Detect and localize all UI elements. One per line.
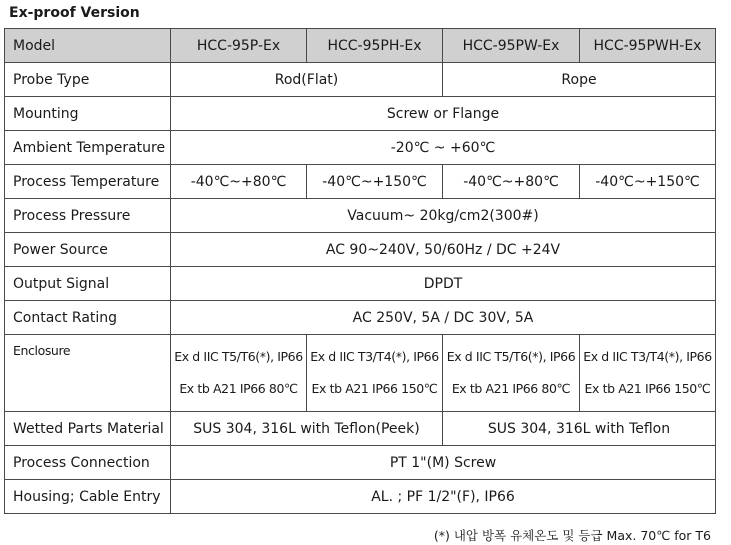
footnote: (*) 내압 방폭 유체온도 및 등급 Max. 70℃ for T6 <box>433 528 711 543</box>
row-label: Housing; Cable Entry <box>5 480 171 514</box>
table-row-connection <box>5 446 716 480</box>
model-cell: HCC-95P-Ex <box>171 29 307 63</box>
table-row-probe-type <box>5 63 716 97</box>
row-label: Ambient Temperature <box>5 131 171 165</box>
table-row-contact <box>5 301 716 335</box>
row-label: Power Source <box>5 233 171 267</box>
page-title: Ex-proof Version <box>9 5 140 21</box>
value-cell: DPDT <box>171 267 716 301</box>
value-cell: Screw or Flange <box>171 97 716 131</box>
value-cell: -40℃~+80℃ <box>443 165 580 199</box>
model-cell: HCC-95PWH-Ex <box>580 29 716 63</box>
spec-table <box>4 28 716 514</box>
enclosure-line: Ex tb A21 IP66 150℃ <box>584 381 711 396</box>
value-cell: SUS 304, 316L with Teflon(Peek) <box>171 412 443 446</box>
value-cell: SUS 304, 316L with Teflon <box>443 412 716 446</box>
row-label: Probe Type <box>5 63 171 97</box>
enclosure-cell <box>307 335 443 412</box>
table-row-output <box>5 267 716 301</box>
table-row-power <box>5 233 716 267</box>
model-cell: HCC-95PH-Ex <box>307 29 443 63</box>
enclosure-line: Ex d IIC T3/T4(*), IP66 <box>310 349 439 364</box>
value-cell: Rope <box>443 63 716 97</box>
enclosure-line: Ex tb A21 IP66 80℃ <box>179 381 298 396</box>
enclosure-cell <box>171 335 307 412</box>
row-label: Model <box>5 29 171 63</box>
model-cell: HCC-95PW-Ex <box>443 29 580 63</box>
enclosure-line: Ex tb A21 IP66 80℃ <box>451 381 571 396</box>
table-row-wetted <box>5 412 716 446</box>
value-cell: AC 90~240V, 50/60Hz / DC +24V <box>171 233 716 267</box>
value-cell: -40℃~+150℃ <box>580 165 716 199</box>
value-cell: Vacuum~ 20kg/cm2(300#) <box>171 199 716 233</box>
table-row-pressure <box>5 199 716 233</box>
enclosure-line: Ex d IIC T3/T4(*), IP66 <box>583 349 712 364</box>
enclosure-cell <box>580 335 716 412</box>
value-cell: Rod(Flat) <box>171 63 443 97</box>
row-label: Output Signal <box>5 267 171 301</box>
value-cell: PT 1"(M) Screw <box>171 446 716 480</box>
table-row-housing <box>5 480 716 514</box>
row-label: Process Connection <box>5 446 171 480</box>
enclosure-cell <box>443 335 580 412</box>
enclosure-line: Ex d IIC T5/T6(*), IP66 <box>174 349 303 364</box>
enclosure-line: Ex d IIC T5/T6(*), IP66 <box>446 349 576 364</box>
value-cell: -40℃~+150℃ <box>307 165 443 199</box>
value-cell: -40℃~+80℃ <box>171 165 307 199</box>
value-cell: AL. ; PF 1/2"(F), IP66 <box>171 480 716 514</box>
table-row-process-temp <box>5 165 716 199</box>
table-row-model <box>5 29 716 63</box>
value-cell: AC 250V, 5A / DC 30V, 5A <box>171 301 716 335</box>
enclosure-line: Ex tb A21 IP66 150℃ <box>311 381 438 396</box>
table-row-enclosure <box>5 335 716 412</box>
row-label: Process Pressure <box>5 199 171 233</box>
table-row-ambient <box>5 131 716 165</box>
row-label: Mounting <box>5 97 171 131</box>
row-label: Contact Rating <box>5 301 171 335</box>
row-label: Wetted Parts Material <box>5 412 171 446</box>
table-row-mounting <box>5 97 716 131</box>
row-label: Enclosure <box>5 335 171 412</box>
row-label: Process Temperature <box>5 165 171 199</box>
value-cell: -20℃ ~ +60℃ <box>171 131 716 165</box>
